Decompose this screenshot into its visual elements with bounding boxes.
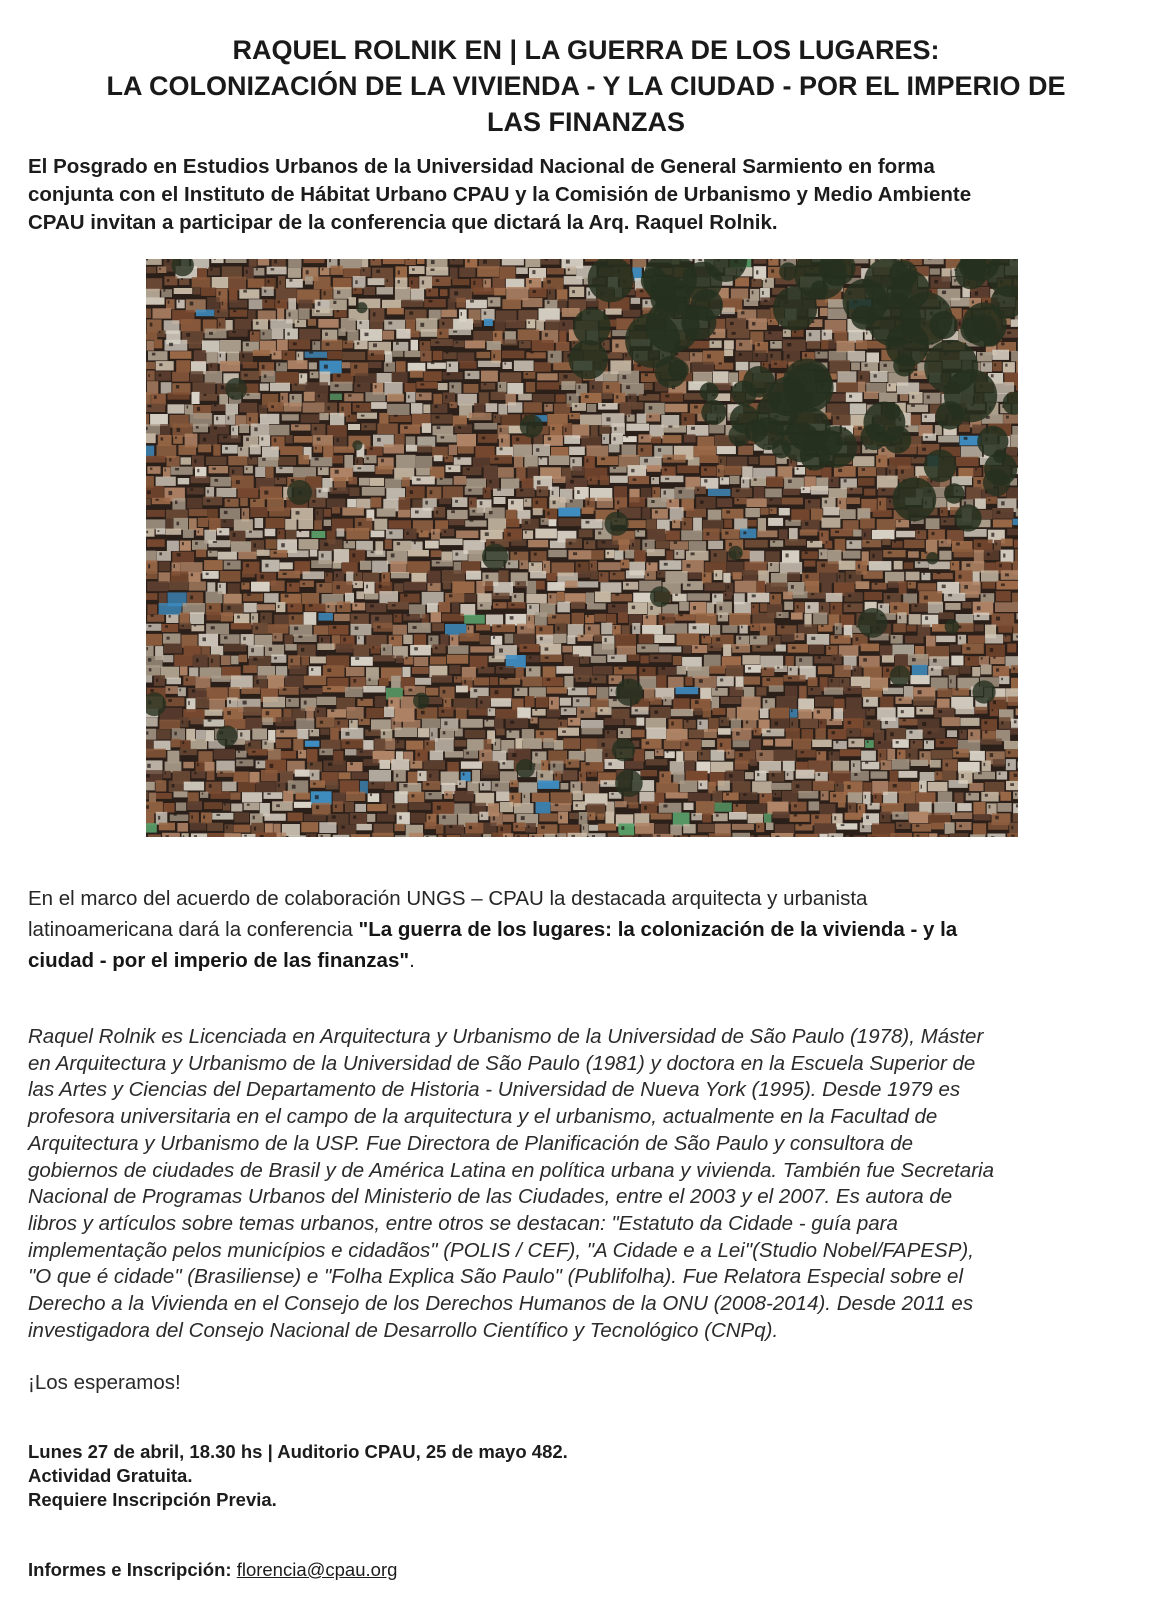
bio-line-1: Raquel Rolnik es Licenciada en Arquitectura y Urbanismo de la Universidad de São Paulo (1978), Máster [28, 1025, 984, 1048]
bio-line-4: profesora universitaria en el campo de la arquitectura y el urbanismo, actualmente en la Facultad de [28, 1105, 938, 1129]
bio-line-3: las Artes y Ciencias del Departamento de Historia - Universidad de Nueva York (1995). Desde 1979 es [28, 1078, 961, 1102]
announcement-plain-text: latinoamericana dará la conferencia [28, 918, 359, 941]
bio-line-12: investigadora del Consejo Nacional de Desarrollo Científico y Tecnológico (CNPq). [28, 1318, 779, 1342]
title-line-3: LAS FINANZAS [487, 107, 685, 137]
conference-announcement [28, 883, 1148, 976]
bio-line-7: Nacional de Programas Urbanos del Ministerio de las Ciudades, entre el 2003 y el 2007. Es autora de [28, 1185, 953, 1209]
favela-photo-canvas [146, 259, 1018, 837]
bio-line-2: en Arquitectura y Urbanismo de la Universidad de São Paulo (1981) y doctora en la Escuela Superior de [28, 1051, 976, 1075]
conference-title-part-1: "La guerra de los lugares: la colonización de la vivienda - y la [358, 918, 958, 941]
announcement-line-2 [28, 914, 1148, 945]
event-price: Actividad Gratuita. [28, 1465, 193, 1486]
bio-line-9: implementação pelos municípios e cidadãos" (POLIS / CEF), "A Cidade e a Lei"(Studio Nobel/FAPESP), [28, 1238, 974, 1262]
bio-line-11: Derecho a la Vivienda en el Consejo de los Derechos Humanos de la ONU (2008-2014). Desde 2011 es [28, 1292, 974, 1316]
speaker-biography [28, 1024, 1158, 1344]
title-line-1: RAQUEL ROLNIK EN | LA GUERRA DE LOS LUGARES: [232, 35, 940, 65]
intro-line-3: CPAU invitan a participar de la conferencia que dictará la Arq. Raquel Rolnik. [28, 211, 778, 234]
bio-line-8: libros y artículos sobre temas urbanos, entre otros se destacan: "Estatuto da Cidade - guía para [28, 1211, 898, 1235]
event-details [28, 1440, 568, 1512]
conference-title-part-2: ciudad - por el imperio de las finanzas" [28, 949, 410, 972]
event-datetime-venue: Lunes 27 de abril, 18.30 hs | Auditorio CPAU, 25 de mayo 482. [28, 1441, 568, 1462]
page-title [20, 32, 1152, 140]
announcement-line-3 [28, 945, 1148, 976]
contact-label: Informes e Inscripción: [28, 1559, 237, 1580]
event-registration-note: Requiere Inscripción Previa. [28, 1489, 277, 1510]
contact-info [28, 1558, 397, 1582]
title-line-2: LA COLONIZACIÓN DE LA VIVIENDA - Y LA CIUDAD - POR EL IMPERIO DE [106, 71, 1066, 101]
intro-line-2: conjunta con el Instituto de Hábitat Urbano CPAU y la Comisión de Urbanismo y Medio Ambiente [28, 183, 972, 206]
intro-paragraph [28, 153, 1148, 237]
greeting: ¡Los esperamos! [28, 1371, 181, 1394]
bio-line-10: "O que é cidade" (Brasiliense) e "Folha Explica São Paulo" (Publifolha). Fue Relatora Especial sobre el [28, 1265, 964, 1289]
bio-line-6: gobiernos de ciudades de Brasil y de América Latina en política urbana y vivienda. También fue Secretaria [28, 1158, 994, 1182]
contact-email-link[interactable]: florencia@cpau.org [236, 1559, 398, 1580]
announcement-line-1: En el marco del acuerdo de colaboración UNGS – CPAU la destacada arquitecta y urbanista [28, 887, 868, 910]
bio-line-5: Arquitectura y Urbanismo de la USP. Fue Directora de Planificación de São Paulo y consultora de [28, 1131, 914, 1155]
intro-line-1: El Posgrado en Estudios Urbanos de la Universidad Nacional de General Sarmiento en forma [28, 155, 935, 178]
favela-hillside-photo [146, 259, 1018, 837]
announcement-period: . [409, 949, 415, 972]
